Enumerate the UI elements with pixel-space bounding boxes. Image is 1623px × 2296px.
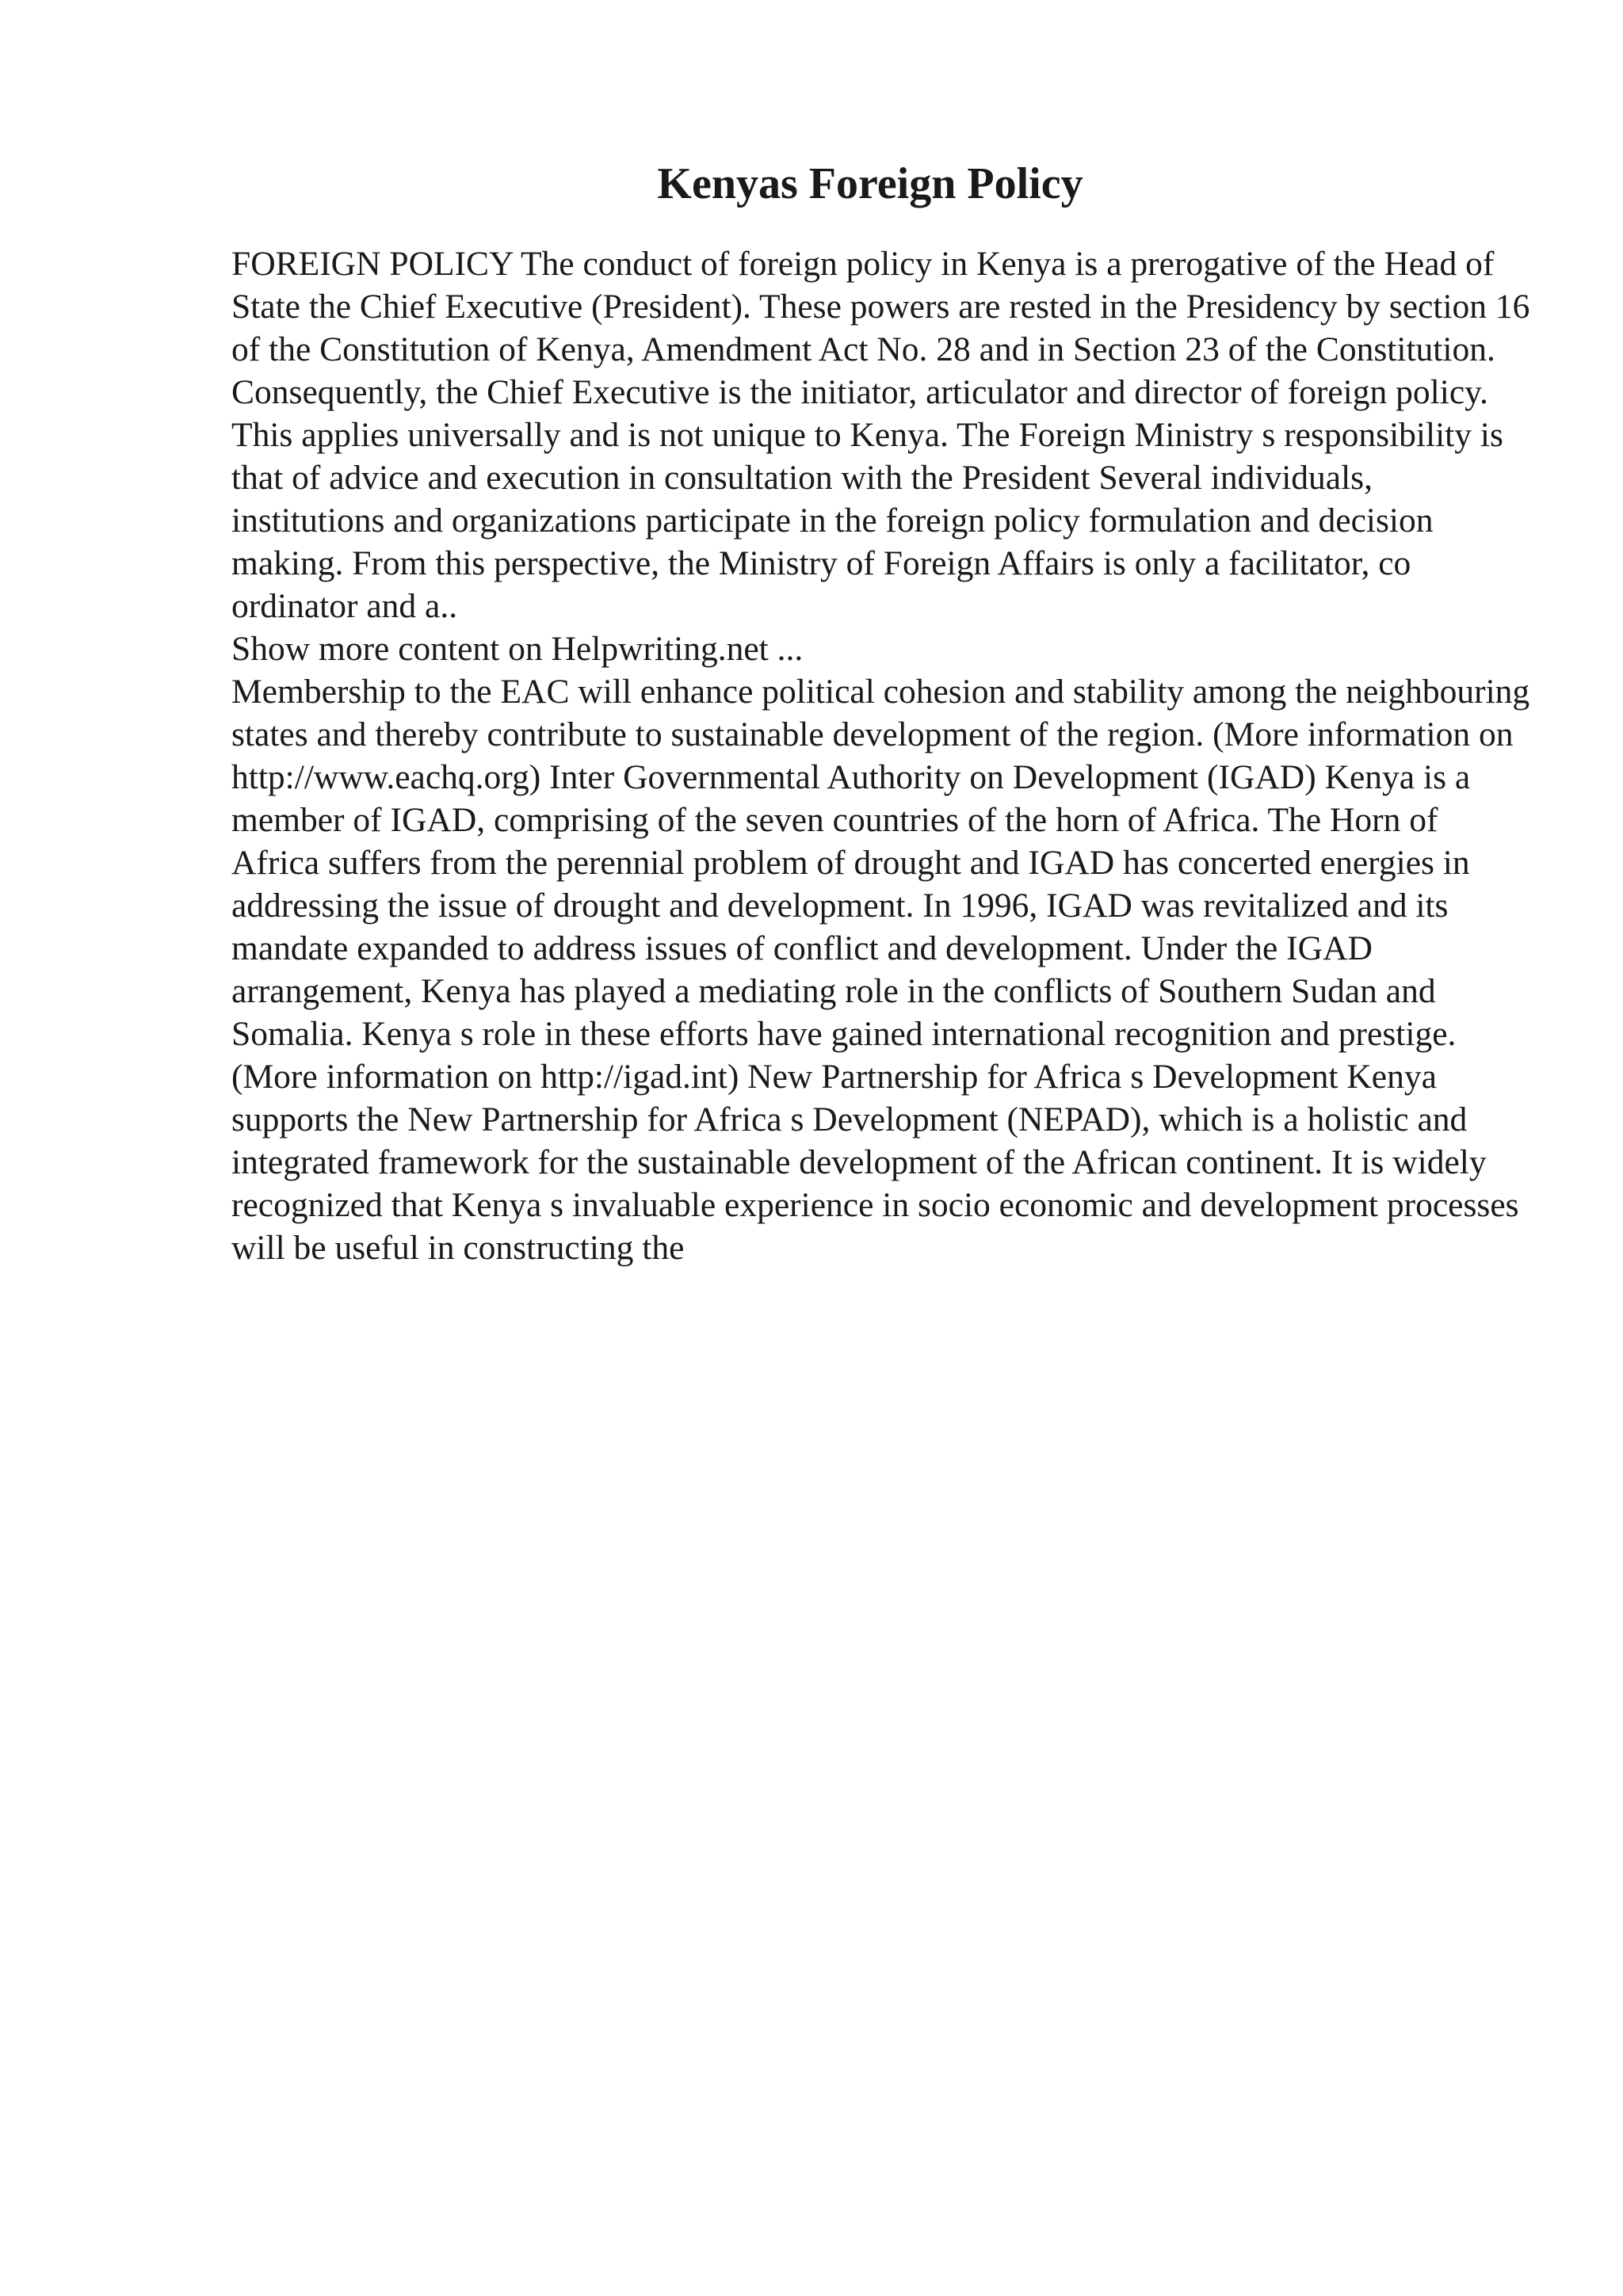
document-title: Kenyas Foreign Policy bbox=[657, 159, 1083, 208]
paragraph-membership: Membership to the EAC will enhance political cohesion and stability among the neighbouring states and thereby contribute to sustainable development of the region. (More information on http://www.eachq.org) Inter Governmental Authority on Development (IGAD) Kenya is a member of IGAD, comprising of the seven countries of the horn of Africa. The Horn of Africa suffers from the perennial problem of drought and IGAD has concerted energies in addressing the issue of drought and development. In 1996, IGAD was revitalized and its mandate expanded to address issues of conflict and development. Under the IGAD arrangement, Kenya has played a mediating role in the conflicts of Southern Sudan and Somalia. Kenya s role in these efforts have gained international recognition and prestige. (More information on http://igad.int) New Partnership for Africa s Development Kenya supports the New Partnership for Africa s Development (NEPAD), which is a holistic and integrated framework for the sustainable development of the African continent. It is widely recognized that Kenya s invaluable experience in socio economic and development processes will be useful in constructing the bbox=[231, 673, 1530, 1267]
paragraph-foreign-policy: FOREIGN POLICY The conduct of foreign policy in Kenya is a prerogative of the Head of State the Chief Executive (President). These powers are rested in the Presidency by section 16 of the Constitution of Kenya, Amendment Act No. 28 and in Section 23 of the Constitution. Consequently, the Chief Executive is the initiator, articulator and director of foreign policy. This applies universally and is not unique to Kenya. The Foreign Ministry s responsibility is that of advice and execution in consultation with the President Several individuals, institutions and organizations participate in the foreign policy formulation and decision making. From this perspective, the Ministry of Foreign Affairs is only a facilitator, co ordinator and a.. bbox=[231, 245, 1530, 625]
show-more-link[interactable]: Show more content on Helpwriting.net ... bbox=[231, 630, 804, 668]
document-body bbox=[231, 242, 1531, 1269]
